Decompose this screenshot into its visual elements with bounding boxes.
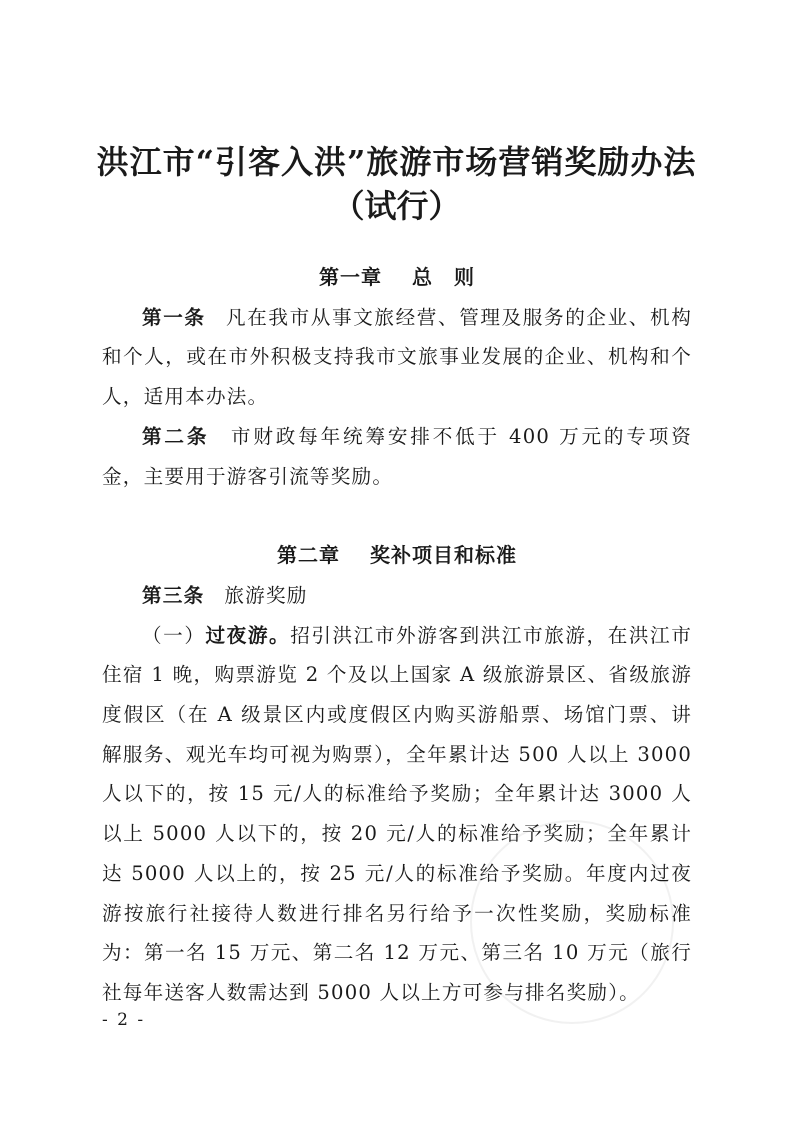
chapter-2-name: 奖补项目和标准 [370,543,517,568]
chapter-1-number: 第一章 [319,265,382,289]
title-line-1: 洪江市“引客入洪”旅游市场营销奖励办法 [96,143,697,181]
document-title [0,140,793,228]
title-line-2: （试行） [332,187,461,225]
page-number: - 2 - [102,1010,146,1030]
chapter-1-heading [102,258,692,298]
document-body [102,258,692,1013]
article-1-number: 第一条 [142,305,206,329]
article-2 [102,417,692,496]
item-1-term: 过夜游。 [205,623,291,647]
article-1-text: 凡在我市从事文旅经营、管理及服务的企业、机构和个人，或在市外积极支持我市文旅事业发展的企业、机构和个人，适用本办法。 [102,305,692,409]
article-3-item-1 [102,616,692,1013]
chapter-2-number: 第二章 [277,543,340,568]
item-1-prefix: （一） [142,623,206,647]
chapter-2-heading [102,536,692,576]
article-2-text: 市财政每年统筹安排不低于 400 万元的专项资金，主要用于游客引流等奖励。 [102,424,692,488]
article-3-number: 第三条 [142,583,205,607]
chapter-1-name: 总 则 [412,265,475,289]
article-3-text: 旅游奖励 [224,583,308,607]
article-2-number: 第二条 [142,424,210,448]
item-1-text: 招引洪江市外游客到洪江市旅游，在洪江市住宿 1 晚，购票游览 2 个及以上国家 A 级旅游景区、省级旅游度假区（在 A 级景区内或度假区内购买游船票、场馆门票、讲解服务、观光车均可视为购票），全年累计达 500 人以上 3000 人以下的，按 15 元/人的标准给予奖励；全年累计达 3000 人以上 5000 人以下的，按 20 元/人的标准给予奖励；全年累计达 5000 人以上的，按 25 元/人的标准给予奖励。年度内过夜游按旅行社接待人数进行排名另行给予一次性奖励，奖励标准为：第一名 15 万元、第二名 12 万元、第三名 10 万元（旅行社每年送客人数需达到 5000 人以上方可参与排名奖励）。 [102,623,692,1004]
article-3 [102,576,692,616]
article-1 [102,298,692,417]
